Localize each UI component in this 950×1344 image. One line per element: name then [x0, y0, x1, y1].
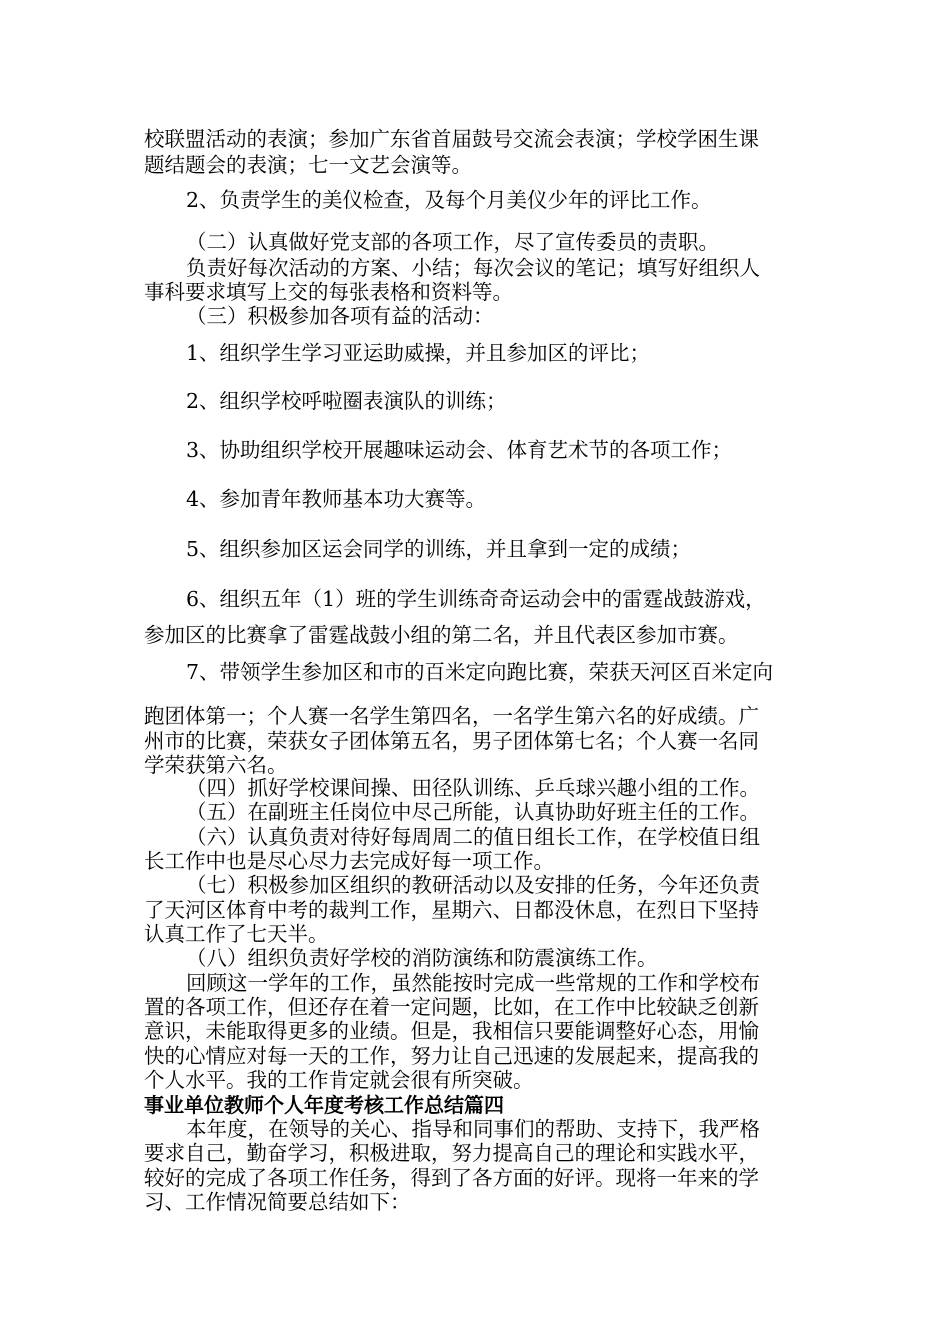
text-line: 习、工作情况简要总结如下： [144, 1190, 411, 1214]
text-line: 长工作中也是尽心尽力去完成好每一项工作。 [144, 849, 554, 873]
list-item: 4、参加青年教师基本功大赛等。 [186, 487, 487, 511]
section-heading: （六）认真负责对待好每周周二的值日组长工作，在学校值日组 [186, 825, 760, 849]
text-line: 认真工作了七天半。 [144, 922, 329, 946]
text-line: 校联盟活动的表演；参加广东省首届鼓号交流会表演；学校学困生课 [144, 127, 759, 151]
list-item: 7、带领学生参加区和市的百米定向跑比赛，荣获天河区百米定向 [186, 660, 774, 684]
text-line: 参加区的比赛拿了雷霆战鼓小组的第二名，并且代表区参加市赛。 [144, 623, 739, 647]
list-item: 1、组织学生学习亚运助威操，并且参加区的评比； [186, 341, 651, 365]
section-heading: （七）积极参加区组织的教研活动以及安排的任务，今年还负责 [186, 873, 760, 897]
list-item: 2、组织学校呼啦圈表演队的训练； [186, 389, 507, 413]
section-heading: （八）组织负责好学校的消防演练和防震演练工作。 [186, 946, 658, 970]
section-heading: （四）抓好学校课间操、田径队训练、乒乓球兴趣小组的工作。 [186, 776, 760, 800]
text-line: 事科要求填写上交的每张表格和资料等。 [144, 280, 513, 304]
list-item: 2、负责学生的美仪检查，及每个月美仪少年的评比工作。 [186, 188, 712, 212]
text-line: 置的各项工作，但还存在着一定问题，比如，在工作中比较缺乏创新 [144, 995, 759, 1019]
text-line: 意识，未能取得更多的业绩。但是，我相信只要能调整好心态，用愉 [144, 1019, 759, 1043]
text-line: 负责好每次活动的方案、小结；每次会议的笔记；填写好组织人 [186, 256, 760, 280]
text-line: 题结题会的表演；七一文艺会演等。 [144, 153, 472, 177]
text-line: 州市的比赛，荣获女子团体第五名，男子团体第七名；个人赛一名同 [144, 729, 759, 753]
text-line: 跑团体第一；个人赛一名学生第四名，一名学生第六名的好成绩。广 [144, 704, 759, 728]
text-line: 要求自己，勤奋学习，积极进取，努力提高自己的理论和实践水平， [144, 1141, 759, 1165]
text-line: 个人水平。我的工作肯定就会很有所突破。 [144, 1068, 534, 1092]
text-line: 快的心情应对每一天的工作，努力让自己迅速的发展起来，提高我的 [144, 1044, 759, 1068]
section-heading: （二）认真做好党支部的各项工作，尽了宣传委员的责职。 [186, 230, 719, 254]
list-item: 3、协助组织学校开展趣味运动会、体育艺术节的各项工作； [186, 438, 733, 462]
list-item: 6、组织五年（1）班的学生训练奇奇运动会中的雷霆战鼓游戏， [186, 587, 766, 611]
section-title: 事业单位教师个人年度考核工作总结篇四 [144, 1093, 504, 1117]
text-line: 较好的完成了各项工作任务，得到了各方面的好评。现将一年来的学 [144, 1166, 759, 1190]
text-line: 了天河区体育中考的裁判工作，星期六、日都没休息，在烈日下坚持 [144, 898, 759, 922]
section-heading: （五）在副班主任岗位中尽己所能，认真协助好班主任的工作。 [186, 800, 760, 824]
section-heading: （三）积极参加各项有益的活动： [186, 304, 494, 328]
text-line: 学荣获第六名。 [144, 753, 288, 777]
text-line: 本年度，在领导的关心、指导和同事们的帮助、支持下，我严格 [186, 1117, 760, 1141]
text-line: 回顾这一学年的工作，虽然能按时完成一些常规的工作和学校布 [186, 971, 760, 995]
list-item: 5、组织参加区运会同学的训练，并且拿到一定的成绩； [186, 537, 692, 561]
